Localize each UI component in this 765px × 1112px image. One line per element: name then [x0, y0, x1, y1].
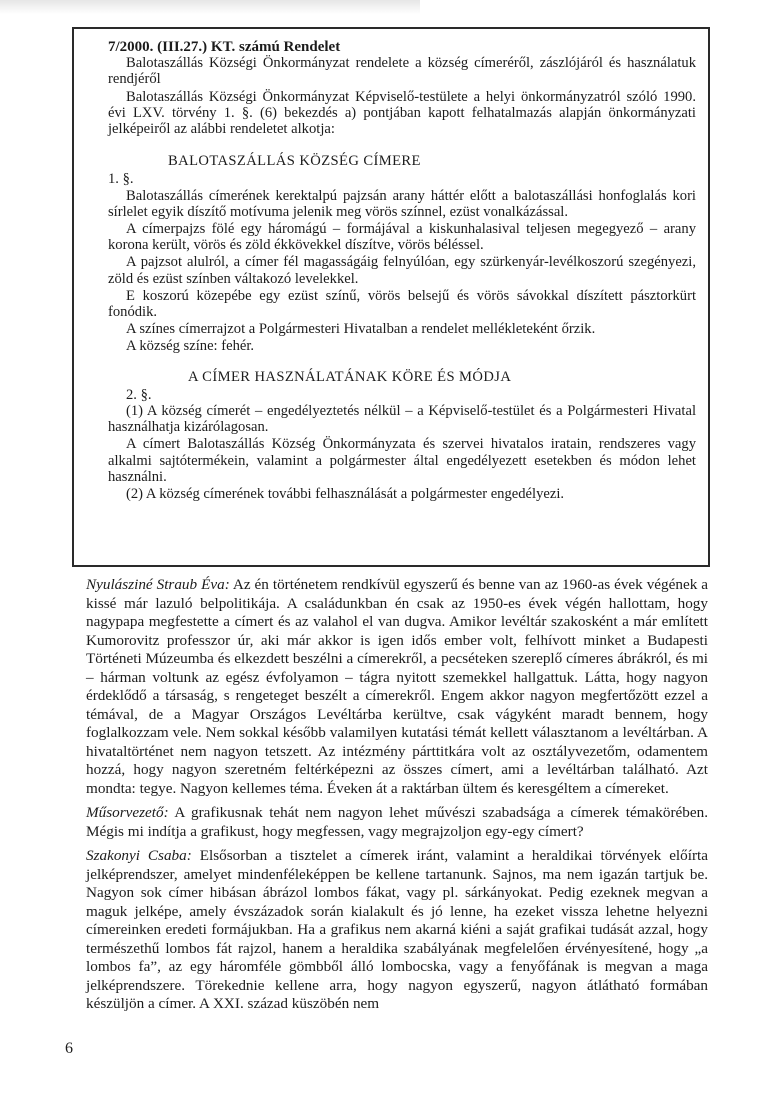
- speaker-text: A grafikusnak tehát nem nagyon lehet művészi szabadsága a címerek témakörében. Mégis mi indítja a grafikust, hogy megfessen, vagy megrajzoljon egy-egy címert?: [86, 804, 708, 840]
- speaker-name: Műsorvezető:: [86, 804, 169, 821]
- dialogue-paragraph: [86, 847, 708, 1014]
- section-2-paragraph: (1) A község címerét – engedélyeztetés nélkül – a Képviselő-testület és a Polgármesteri Hivatal használhatja kizárólagosan.: [108, 403, 696, 436]
- decree-frame: [72, 27, 710, 567]
- page-number: 6: [65, 1040, 73, 1057]
- interview-transcript: [86, 576, 708, 1014]
- speaker-name: Szakonyi Csaba:: [86, 847, 192, 864]
- section-heading-coat-of-arms: BALOTASZÁLLÁS KÖZSÉG CÍMERE: [168, 153, 421, 170]
- scan-edge-shadow: [0, 0, 420, 14]
- speaker-name: Nyulásziné Straub Éva:: [86, 576, 230, 593]
- section-1-paragraph: Balotaszállás címerének kerektalpú pajzsán arany háttér előtt a balotaszállási honfoglalás kori sírlelet egyik díszítő motívuma jelenik meg vörös színnel, ezüst vonalkázással.: [108, 187, 696, 220]
- section-number-2: 2. §.: [126, 386, 152, 403]
- section-1-paragraph: A címerpajzs fölé egy háromágú – formájával a kiskunhalasival teljesen megegyező – arany korona került, vörös és zöld ékkövekkel díszítve, vörös béléssel.: [108, 221, 696, 254]
- decree-subtitle: Balotaszállás Községi Önkormányzat rendelete a község címeréről, zászlójáról és használatuk rendjéről: [108, 55, 696, 88]
- decree-title: 7/2000. (III.27.) KT. számú Rendelet: [108, 39, 341, 55]
- dialogue-paragraph: [86, 576, 708, 798]
- section-1-paragraph: A színes címerrajzot a Polgármesteri Hivatalban a rendelet mellékleteként őrzik.: [126, 321, 596, 338]
- dialogue-paragraph: [86, 804, 708, 841]
- section-2-paragraph: A címert Balotaszállás Község Önkormányzata és szervei hivatalos iratain, rendszeres vagy alkalmi sajtótermékein, valamint a polgármester által engedélyezett esetekben és módon lehet használni.: [108, 436, 696, 485]
- section-1-paragraph: A pajzsot alulról, a címer fél magasságáig felnyúlóan, egy szürkenyár-levélkoszorú szegényezi, zöld és ezüst színben váltakozó levelekkel.: [108, 254, 696, 287]
- speaker-text: Az én történetem rendkívül egyszerű és benne van az 1960-as évek végének a kissé már lazuló belpolitikája. A családunkban én csak az 1950-es évek végén hallottam, hogy nagypapa megfestette a címert és az valahol el van dugva. Amikor levéltár szakosként a már említett Kumorovitz professzor úr, aki már akkor is igen idős ember volt, felhívott minket a Budapesti Történeti Múzeumba és elkezdett beszélni a címerekről, a pecséteken szereplő címeres ábrákról, és mi – hárman voltunk az egész évfolyamon – tágra nyitott szemekkel hallgattuk. Látta, hogy nagyon érdeklődő a társaság, s rengeteget beszélt a címerekről. Engem akkor nagyon megfertőzött ezzel a témával, de a Magyar Országos Levéltárba kerültve, csak vágyként maradt bennem, hogy foglalkozzam vele. Nem sokkal később valamilyen kutatási témát kellett választanom a levéltárban. A hivataltörténet nem nagyon tetszett. Az intézmény párttitkára volt az osztályvezetőm, odamentem hozzá, hogy nagyon szeretném feltérképezni az összes címert, ami a levéltárban található. Azt mondta: tegye. Nagyon kellemes téma. Éveken át a raktárban ültem és keresgéltem a címereket.: [86, 576, 709, 797]
- section-heading-usage: A CÍMER HASZNÁLATÁNAK KÖRE ÉS MÓDJA: [188, 368, 512, 385]
- section-1-paragraph: E koszorú közepébe egy ezüst színű, vörös belsejű és vörös sávokkal díszített pásztorkürt fonódik.: [108, 287, 696, 321]
- section-number-1: 1. §.: [108, 171, 134, 188]
- section-2-paragraph: (2) A község címerének további felhasználását a polgármester engedélyezi.: [126, 486, 565, 503]
- decree-preamble: Balotaszállás Községi Önkormányzat Képviselő-testülete a helyi önkormányzatról szóló 1990. évi LXV. törvény 1. §. (6) bekezdés a) pontjában kapott felhatalmazás alapján önkormányzati jelképeiről az alábbi rendeletet alkotja:: [108, 88, 696, 138]
- speaker-text: Elsősorban a tisztelet a címerek iránt, valamint a heraldikai törvények előírta jelképrendszer, amelyet mindenféleképpen be kellene tartanunk. Sajnos, ma nem igazán tartjuk be. Nagyon sok címer hibásan ábrázol lombos fákat, vagy pl. sárkányokat. Pedig ezeknek megvan a maguk jelképe, amely évszázadok során kialakult és jó lenne, ha ezeket vissza lehetne helyezni címereinken eredeti formájukban. Ha a grafikus nem akarná kiéni a saját grafikai tudását azzal, hogy természethű lombos fát rajzol, hanem a heraldika szabályának megfelelően érvényesítené, hogy „a lombos fa”, az egy háromféle gömbből álló lombocska, vagy a fenyőfának is megvan a maga jelképrendszere. Törekednie kellene arra, hogy nagyon egyszerű, nagyon átlátható formában készüljön a címer. A XXI. század küszöbén nem: [86, 847, 708, 1012]
- section-1-paragraph: A község színe: fehér.: [126, 338, 255, 355]
